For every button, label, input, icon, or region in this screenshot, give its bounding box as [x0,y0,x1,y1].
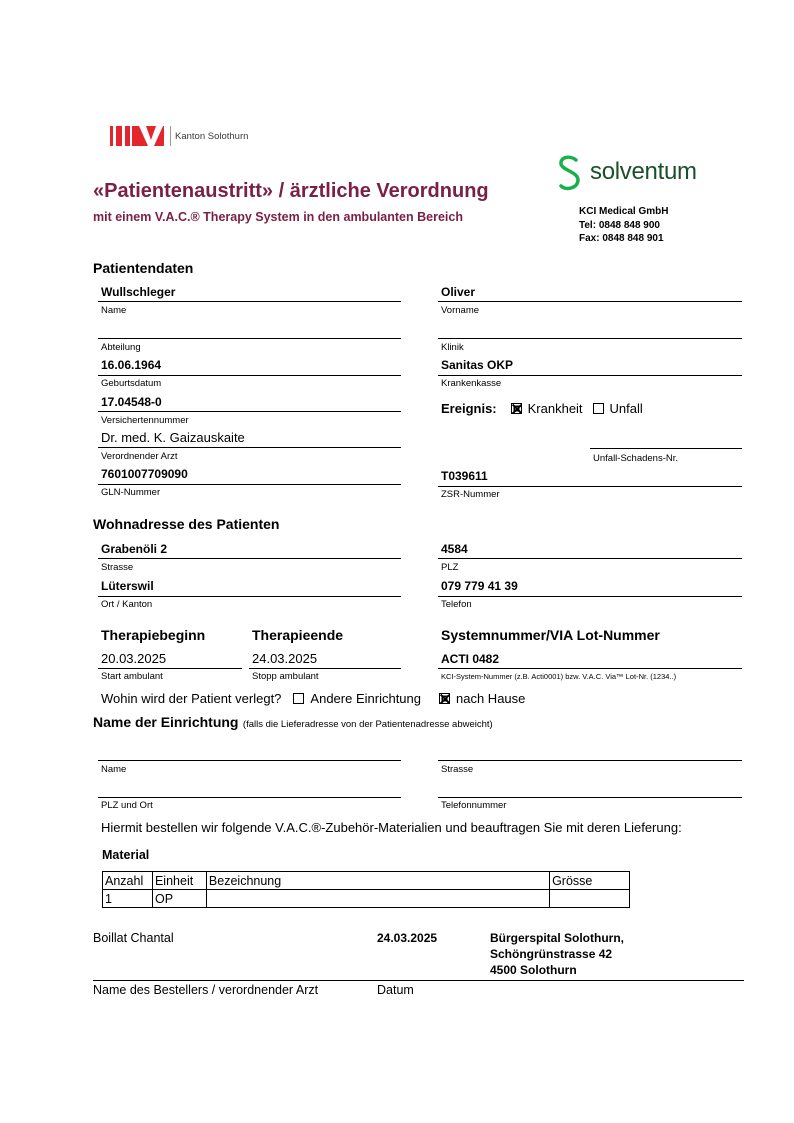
andere-einrichtung-label: Andere Einrichtung [310,691,421,706]
abteilung-field[interactable] [98,338,401,339]
company-fax: Fax: 0848 848 901 [579,233,664,244]
klinik-field[interactable] [438,338,742,339]
section-title-facility: Name der Einrichtung [93,714,239,730]
kanton-name: Kanton Solothurn [175,131,249,142]
strasse-label: Strasse [101,562,134,573]
abteilung-label: Abteilung [101,342,141,353]
strasse-field[interactable]: Grabenöli 2 [101,542,168,556]
brand-name: solventum [590,158,697,185]
therapiebeginn-field[interactable]: 20.03.2025 [101,651,167,666]
address-line-1: Bürgerspital Solothurn, [490,931,625,945]
table-cell-groesse[interactable] [550,890,630,908]
andere-einrichtung-checkbox[interactable] [293,693,304,704]
page-title: «Patientenaustritt» / ärztliche Verordnung [93,180,489,202]
telefon-label: Telefon [441,599,472,610]
gln-field[interactable]: 7601007709090 [101,467,188,481]
systemnummer-label: KCI-System-Nummer (z.B. Acti0001) bzw. V.A.C. Via™ Lot-Nr. (1234..) [441,672,677,681]
solventum-s-icon [556,154,584,194]
telefon-underline [438,596,742,597]
name-underline [98,301,401,302]
vorname-label: Vorname [441,305,480,316]
company-name: KCI Medical GmbH [579,206,669,217]
section-title-patient: Patientendaten [93,260,194,276]
order-intro: Hiermit bestellen wir folgende V.A.C.®-Zubehör-Materialien und beauftragen Sie mit deren Lieferung: [101,820,682,835]
zsr-label: ZSR-Nummer [441,489,500,500]
therapieende-field[interactable]: 24.03.2025 [252,651,318,666]
geburtsdatum-label: Geburtsdatum [101,378,162,389]
besteller-label: Name des Bestellers / verordnender Arzt [93,983,319,997]
ereignis-group [441,401,643,416]
ort-label: Ort / Kanton [101,599,153,610]
arzt-label: Verordnender Arzt [101,451,178,462]
company-tel: Tel: 0848 848 900 [579,220,660,231]
therapieende-underline [249,668,401,669]
column-header: Grösse [550,872,630,890]
vorname-underline [438,301,742,302]
therapiebeginn-label: Start ambulant [101,671,163,682]
table-row [103,890,630,908]
verlegt-group [101,691,525,706]
facility-plz-ort-label: PLZ und Ort [101,800,153,811]
krankheit-label: Krankheit [527,401,583,416]
verlegt-question: Wohin wird der Patient verlegt? [101,691,282,706]
ort-underline [98,596,401,597]
krankenkasse-underline [438,375,742,376]
krankenkasse-label: Krankenkasse [441,378,502,389]
arzt-field[interactable]: Dr. med. K. Gaizauskaite [101,430,245,445]
plz-label: PLZ [441,562,459,573]
arzt-underline [98,447,401,448]
gln-label: GLN-Nummer [101,487,161,498]
ort-field[interactable]: Lüterswil [101,579,154,593]
unfall-nr-label: Unfall-Schadens-Nr. [593,453,679,464]
zsr-underline [438,486,742,487]
kanton-emblem-icon [110,124,168,148]
versichertennummer-label: Versichertennummer [101,415,189,426]
facility-note: (falls die Lieferadresse von der Patientenadresse abweicht) [242,719,493,730]
column-header: Bezeichnung [206,872,549,890]
nach-hause-checkbox[interactable] [439,693,450,704]
datum-label: Datum [377,983,414,997]
material-table [102,871,630,908]
geburtsdatum-underline [98,375,401,376]
gln-underline [98,484,401,485]
unfall-checkbox[interactable] [593,403,604,414]
table-cell-bezeichnung[interactable] [206,890,549,908]
therapiebeginn-underline [98,668,242,669]
vorname-field[interactable]: Oliver [441,285,476,299]
versichertennummer-field[interactable]: 17.04548-0 [101,395,162,409]
plz-field[interactable]: 4584 [441,542,468,556]
datum-field[interactable]: 24.03.2025 [377,931,438,945]
therapiebeginn-title: Therapiebeginn [101,627,206,643]
krankheit-checkbox[interactable] [511,403,522,414]
ereignis-label: Ereignis: [441,401,497,416]
therapieende-title: Therapieende [252,627,344,643]
unfall-label: Unfall [609,401,643,416]
facility-name-field[interactable] [98,760,401,761]
facility-name-label: Name [101,764,127,775]
nach-hause-label: nach Hause [456,691,526,706]
facility-heading [93,714,493,732]
facility-strasse-label: Strasse [441,764,474,775]
address-line-3: 4500 Solothurn [490,963,577,977]
table-header-row [103,872,630,890]
facility-telefon-field[interactable] [438,797,742,798]
facility-plz-ort-field[interactable] [98,797,401,798]
strasse-underline [98,558,401,559]
unfall-nr-field[interactable] [590,448,742,449]
section-title-address: Wohnadresse des Patienten [93,516,280,532]
therapieende-label: Stopp ambulant [252,671,319,682]
column-header: Einheit [152,872,206,890]
telefon-field[interactable]: 079 779 41 39 [441,579,518,593]
plz-underline [438,558,742,559]
address-line-2: Schöngrünstrasse 42 [490,947,613,961]
page-subtitle: mit einem V.A.C.® Therapy System in den ambulanten Bereich [93,210,463,224]
klinik-label: Klinik [441,342,464,353]
systemnummer-underline [438,668,742,669]
systemnummer-field[interactable]: ACTI 0482 [441,652,500,666]
column-header: Anzahl [103,872,153,890]
facility-strasse-field[interactable] [438,760,742,761]
kanton-solothurn-logo [110,124,260,148]
zsr-field[interactable]: T039611 [441,469,488,483]
geburtsdatum-field[interactable]: 16.06.1964 [101,358,162,372]
solventum-logo [556,152,706,196]
table-cell-anzahl[interactable]: 1 [103,890,153,908]
besteller-field[interactable]: Boillat Chantal [93,931,174,945]
signature-underline [93,980,744,981]
systemnummer-title: Systemnummer/VIA Lot-Nummer [441,627,660,643]
name-field[interactable]: Wullschleger [101,285,176,299]
material-title: Material [102,848,150,862]
table-cell-einheit[interactable]: OP [152,890,206,908]
krankenkasse-field[interactable]: Sanitas OKP [441,358,514,372]
facility-telefon-label: Telefonnummer [441,800,507,811]
name-label: Name [101,305,127,316]
versichertennummer-underline [98,411,401,412]
